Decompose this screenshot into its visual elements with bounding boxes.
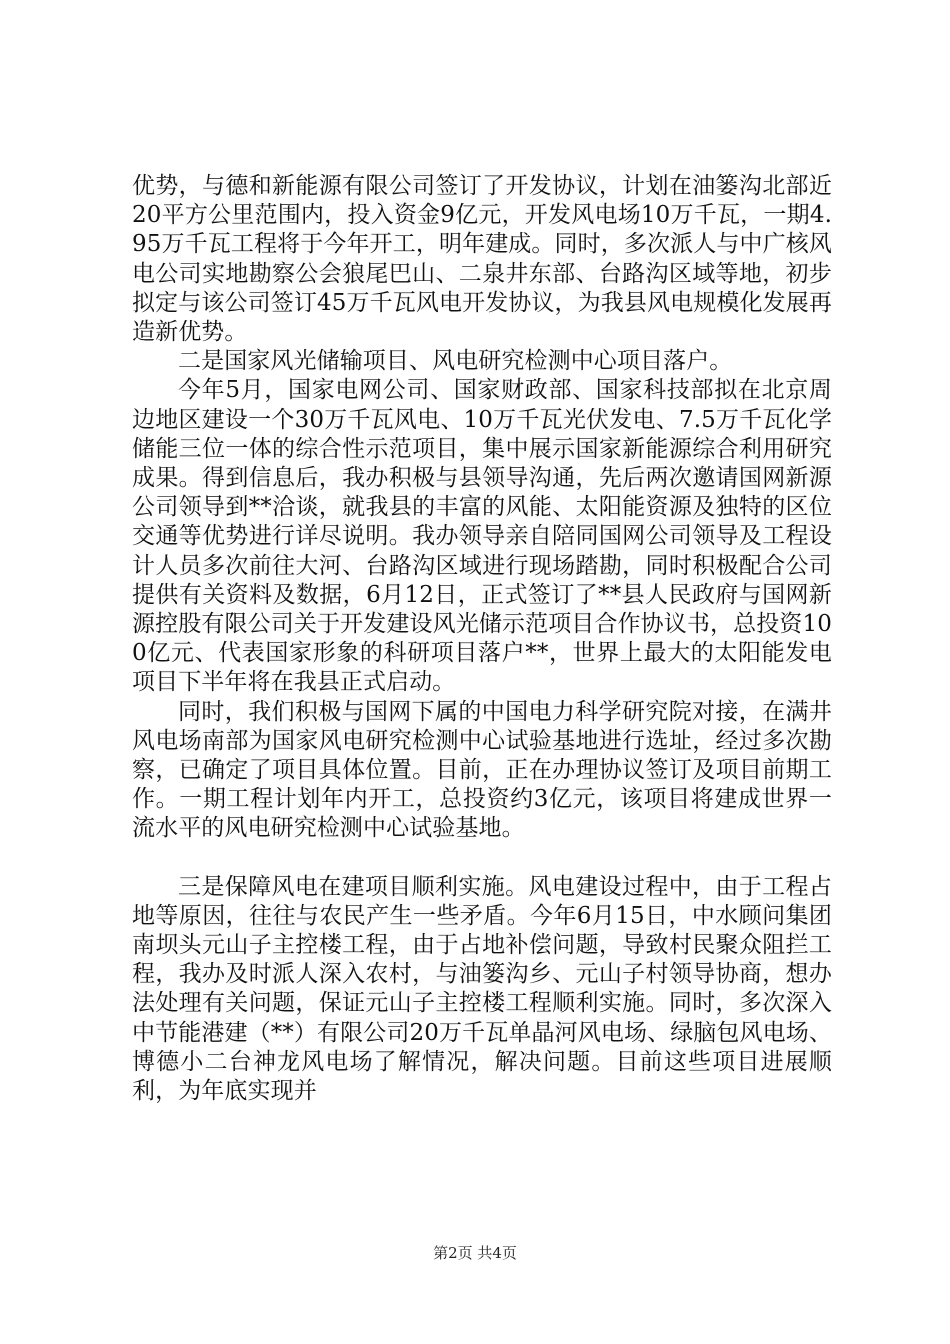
document-body — [132, 172, 832, 1106]
paragraph-test-center: 同时，我们积极与国网下属的中国电力科学研究院对接，在满井风电场南部为国家风电研究检测中心试验基地进行选址，经过多次勘察，已确定了项目具体位置。目前，正在办理协议签订及项目前期工作。一期工程计划年内开工，总投资约3亿元，该项目将建成世界一流水平的风电研究检测中心试验基地。 — [132, 698, 832, 842]
paragraph-spacer — [132, 844, 832, 873]
page-footer: 第2页 共4页 — [433, 1244, 517, 1262]
paragraph-wind-advantage: 优势，与德和新能源有限公司签订了开发协议，计划在油篓沟北部近20平方公里范围内，投入资金9亿元，开发风电场10万千瓦，一期4.95万千瓦工程将于今年开工，明年建成。同时，多次派人与中广核风电公司实地勘察公会狼尾巴山、二泉井东部、台路沟区域等地，初步拟定与该公司签订45万千瓦风电开发协议，为我县风电规模化发展再造新优势。 — [132, 173, 832, 346]
paragraph-storage-project: 今年5月，国家电网公司、国家财政部、国家科技部拟在北京周边地区建设一个30万千瓦风电、10万千瓦光伏发电、7.5万千瓦化学储能三位一体的综合性示范项目，集中展示国家新能源综合利用研究成果。得到信息后，我办积极与县领导沟通，先后两次邀请国网新源公司领导到**洽谈，就我县的丰富的风能、太阳能资源及独特的区位交通等优势进行详尽说明。我办领导亲自陪同国网公司领导及工程设计人员多次前往大河、台路沟区域进行现场踏勘，同时积极配合公司提供有关资料及数据，6月12日，正式签订了**县人民政府与国网新源控股有限公司关于开发建设风光储示范项目合作协议书，总投资100亿元、代表国家形象的科研项目落户**，世界上最大的太阳能发电项目下半年将在我县正式启动。 — [132, 377, 832, 696]
paragraph-item-three: 三是保障风电在建项目顺利实施。风电建设过程中，由于工程占地等原因，往往与农民产生一些矛盾。今年6月15日，中水顾问集团南坝头元山子主控楼工程，由于占地补偿问题，导致村民聚众阻拦工程，我办及时派人深入农村，与油篓沟乡、元山子村领导协商，想办法处理有关问题，保证元山子主控楼工程顺利实施。同时，多次深入中节能港建（**）有限公司20万千瓦单晶河风电场、绿脑包风电场、博德小二台神龙风电场了解情况，解决问题。目前这些项目进展顺利，为年底实现并 — [132, 873, 832, 1105]
paragraph-heading-item-two: 二是国家风光储输项目、风电研究检测中心项目落户。 — [178, 348, 733, 375]
